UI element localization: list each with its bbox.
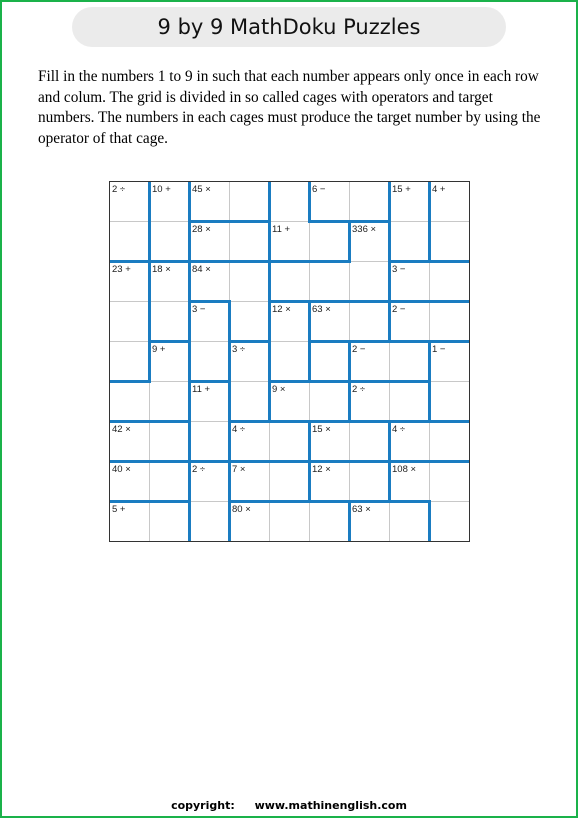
mathdoku-grid bbox=[109, 181, 470, 542]
grid-cell[interactable] bbox=[350, 462, 390, 502]
cage-clue: 3 ÷ bbox=[232, 344, 246, 355]
grid-cell[interactable] bbox=[150, 302, 190, 342]
footer bbox=[0, 799, 578, 812]
grid-cell[interactable] bbox=[310, 262, 350, 302]
cage-clue: 12 × bbox=[272, 304, 291, 315]
cage-clue: 80 × bbox=[232, 504, 251, 515]
cage-clue: 3 − bbox=[392, 264, 406, 275]
cage-clue: 9 × bbox=[272, 384, 286, 395]
cage-clue: 15 + bbox=[392, 184, 411, 195]
cage-clue: 15 × bbox=[312, 424, 331, 435]
page-title: 9 by 9 MathDoku Puzzles bbox=[72, 7, 506, 47]
grid-cell[interactable] bbox=[150, 502, 190, 542]
cage-clue: 1 − bbox=[432, 344, 446, 355]
grid-cell[interactable] bbox=[270, 502, 310, 542]
grid-cell[interactable] bbox=[110, 222, 150, 262]
cage-clue: 11 + bbox=[192, 384, 211, 395]
site-link[interactable]: www.mathinenglish.com bbox=[254, 799, 407, 812]
grid-cell[interactable] bbox=[430, 382, 470, 422]
instructions-text: Fill in the numbers 1 to 9 in such that each number appears only once in each row and colum. The grid is divided in so called cages with operators and target numbers. The numbers in each cages must produce the target number by using the operator of that cage. bbox=[38, 68, 541, 147]
cage-clue: 3 − bbox=[192, 304, 206, 315]
grid-cell[interactable] bbox=[310, 502, 350, 542]
grid-cell[interactable] bbox=[150, 422, 190, 462]
grid-cell[interactable] bbox=[390, 342, 430, 382]
cage-clue: 108 × bbox=[392, 464, 417, 475]
grid-cell[interactable] bbox=[190, 342, 230, 382]
cage-clue: 63 × bbox=[312, 304, 331, 315]
grid-cell[interactable] bbox=[150, 222, 190, 262]
grid-cell[interactable] bbox=[390, 222, 430, 262]
cage-clue: 42 × bbox=[112, 424, 131, 435]
grid-cell[interactable] bbox=[230, 182, 270, 222]
grid-cell[interactable] bbox=[270, 262, 310, 302]
grid-cell[interactable] bbox=[310, 382, 350, 422]
cage-clue: 2 ÷ bbox=[112, 184, 126, 195]
grid-cell[interactable] bbox=[430, 462, 470, 502]
cage-clue: 45 × bbox=[192, 184, 211, 195]
cage-clue: 7 × bbox=[232, 464, 246, 475]
grid-cell[interactable] bbox=[110, 382, 150, 422]
grid-cell[interactable] bbox=[270, 342, 310, 382]
grid-cell[interactable] bbox=[230, 302, 270, 342]
cage-clue: 2 ÷ bbox=[192, 464, 206, 475]
grid-cell[interactable] bbox=[430, 302, 470, 342]
cage-clue: 23 + bbox=[112, 264, 131, 275]
grid-cell[interactable] bbox=[190, 502, 230, 542]
grid-cell[interactable] bbox=[390, 502, 430, 542]
grid-cell[interactable] bbox=[110, 302, 150, 342]
cage-clue: 28 × bbox=[192, 224, 211, 235]
grid-cell[interactable] bbox=[230, 262, 270, 302]
copyright-label: copyright: bbox=[171, 799, 235, 812]
grid-cell[interactable] bbox=[110, 342, 150, 382]
cage-clue: 4 + bbox=[432, 184, 446, 195]
grid-cell[interactable] bbox=[430, 262, 470, 302]
grid-cell[interactable] bbox=[350, 262, 390, 302]
grid-cell[interactable] bbox=[390, 382, 430, 422]
cage-clue: 18 × bbox=[152, 264, 171, 275]
grid-cell[interactable] bbox=[270, 422, 310, 462]
grid-cell[interactable] bbox=[350, 182, 390, 222]
cage-clue: 63 × bbox=[352, 504, 371, 515]
grid-cell[interactable] bbox=[350, 302, 390, 342]
grid-cell[interactable] bbox=[430, 502, 470, 542]
grid-cell[interactable] bbox=[350, 422, 390, 462]
cage-clue: 4 ÷ bbox=[392, 424, 406, 435]
cage-clue: 11 + bbox=[272, 224, 291, 235]
cage-clue: 10 + bbox=[152, 184, 171, 195]
cage-clue: 84 × bbox=[192, 264, 211, 275]
grid-cell[interactable] bbox=[430, 422, 470, 462]
grid-cell[interactable] bbox=[150, 462, 190, 502]
cage-clue: 9 + bbox=[152, 344, 166, 355]
cage-clue: 40 × bbox=[112, 464, 131, 475]
cage-clue: 12 × bbox=[312, 464, 331, 475]
grid-cell[interactable] bbox=[270, 182, 310, 222]
grid-cell[interactable] bbox=[270, 462, 310, 502]
grid-lines bbox=[109, 181, 470, 542]
cage-clue: 2 ÷ bbox=[352, 384, 366, 395]
grid-cell[interactable] bbox=[310, 222, 350, 262]
cage-clue: 2 − bbox=[352, 344, 366, 355]
cage-clue: 2 − bbox=[392, 304, 406, 315]
cage-clue: 5 + bbox=[112, 504, 126, 515]
grid-cell[interactable] bbox=[230, 382, 270, 422]
cage-clue: 6 − bbox=[312, 184, 326, 195]
grid-cell[interactable] bbox=[430, 222, 470, 262]
grid-cell[interactable] bbox=[190, 422, 230, 462]
cage-clue: 4 ÷ bbox=[232, 424, 246, 435]
grid-cell[interactable] bbox=[230, 222, 270, 262]
grid-cell[interactable] bbox=[150, 382, 190, 422]
cage-clue: 336 × bbox=[352, 224, 377, 235]
grid-cell[interactable] bbox=[310, 342, 350, 382]
